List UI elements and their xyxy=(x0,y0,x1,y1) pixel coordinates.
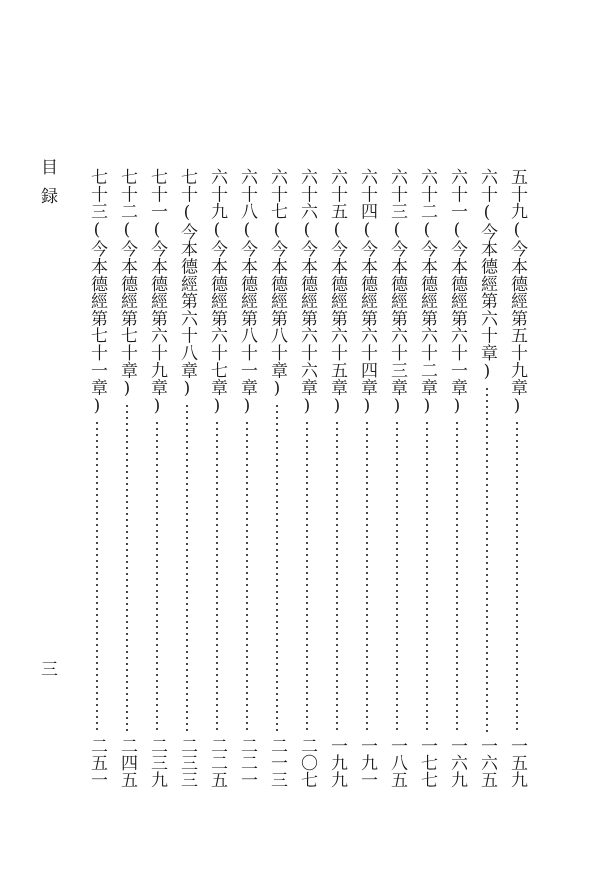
toc-entry-page: 二一三 xyxy=(267,737,287,788)
toc-entry[interactable] xyxy=(386,168,408,788)
toc-entry-title: 五十九(今本德經第五十九章) xyxy=(507,168,527,417)
toc-entry-title: 七十二(今本德經第七十章) xyxy=(117,168,137,399)
toc-entry-title: 七十一(今本德經第六十九章) xyxy=(147,168,167,417)
toc-entry-page: 二三九 xyxy=(147,737,167,788)
toc-entry-page: 二三三 xyxy=(177,737,197,788)
toc-entry-page: 一五九 xyxy=(507,737,527,788)
toc-entry-page: 一八五 xyxy=(387,737,407,788)
dot-leader xyxy=(216,420,218,733)
toc-entry-title: 六十一(今本德經第六十一章) xyxy=(447,168,467,417)
dot-leader xyxy=(396,420,398,733)
page-folio: 三 xyxy=(37,660,57,677)
table-of-contents xyxy=(74,168,534,808)
toc-entry[interactable] xyxy=(506,168,528,788)
toc-entry-title: 六十五(今本德經第六十五章) xyxy=(327,168,347,417)
toc-entry[interactable] xyxy=(116,168,138,788)
toc-entry[interactable] xyxy=(476,168,498,788)
toc-entry[interactable] xyxy=(326,168,348,788)
toc-entry-title: 六十七(今本德經第八十章) xyxy=(267,168,287,399)
running-header: 目録 xyxy=(37,158,57,216)
toc-entry[interactable] xyxy=(446,168,468,788)
dot-leader xyxy=(126,403,128,733)
toc-entry[interactable] xyxy=(176,168,198,788)
dot-leader xyxy=(336,420,338,733)
dot-leader xyxy=(96,420,98,733)
dot-leader xyxy=(426,420,428,733)
dot-leader xyxy=(366,420,368,733)
toc-entry[interactable] xyxy=(236,168,258,788)
toc-entry[interactable] xyxy=(146,168,168,788)
toc-entry-page: 二二一 xyxy=(237,737,257,788)
toc-entry-title: 六十四(今本德經第六十四章) xyxy=(357,168,377,417)
toc-entry-page: 二〇七 xyxy=(297,737,317,788)
toc-entry[interactable] xyxy=(356,168,378,788)
dot-leader xyxy=(246,420,248,733)
toc-entry-title: 七十三(今本德經第七十一章) xyxy=(87,168,107,417)
dot-leader xyxy=(306,420,308,733)
dot-leader xyxy=(456,420,458,733)
toc-entry-title: 六十三(今本德經第六十三章) xyxy=(387,168,407,417)
dot-leader xyxy=(516,420,518,733)
dot-leader xyxy=(486,386,488,733)
dot-leader xyxy=(156,420,158,733)
toc-entry-title: 七十(今本德經第六十八章) xyxy=(177,168,197,399)
toc-entry-page: 一九九 xyxy=(327,737,347,788)
toc-entry-title: 六十二(今本德經第六十二章) xyxy=(417,168,437,417)
dot-leader xyxy=(186,403,188,733)
toc-entry-title: 六十九(今本德經第六十七章) xyxy=(207,168,227,417)
toc-entry[interactable] xyxy=(266,168,288,788)
toc-entry-title: 六十(今本德經第六十章) xyxy=(477,168,497,382)
toc-entry-title: 六十六(今本德經第六十六章) xyxy=(297,168,317,417)
toc-entry-page: 一六五 xyxy=(477,737,497,788)
toc-entry-page: 二四五 xyxy=(117,737,137,788)
toc-entry[interactable] xyxy=(416,168,438,788)
toc-entry[interactable] xyxy=(206,168,228,788)
toc-entry-page: 二二五 xyxy=(207,737,227,788)
toc-entry-page: 一六九 xyxy=(447,737,467,788)
dot-leader xyxy=(276,403,278,733)
toc-entry-page: 二五一 xyxy=(87,737,107,788)
toc-entry-title: 六十八(今本德經第八十一章) xyxy=(237,168,257,417)
toc-entry[interactable] xyxy=(86,168,108,788)
toc-entry-page: 一七七 xyxy=(417,737,437,788)
toc-entry[interactable] xyxy=(296,168,318,788)
toc-entry-page: 一九一 xyxy=(357,737,377,788)
